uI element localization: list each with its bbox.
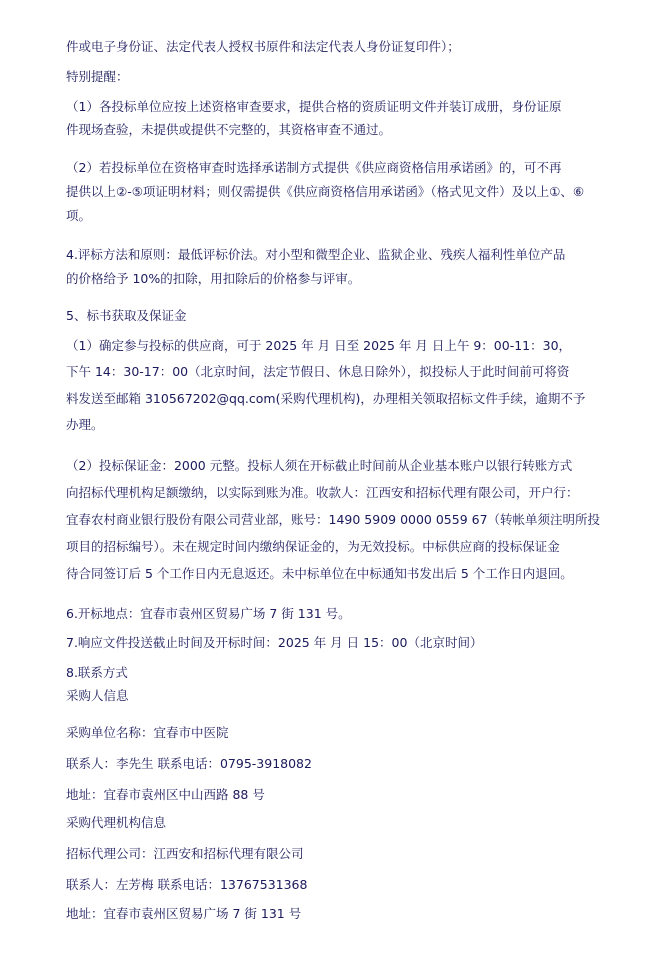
agency-name: 招标代理公司：江西安和招标代理有限公司 <box>66 846 304 861</box>
reminder-item1-line1: （1）各投标单位应按上述资格审查要求，提供合格的资质证明文件并装订成册，身份证原 <box>66 99 562 114</box>
agency-contact: 联系人：左芳梅 联系电话：13767531368 <box>66 877 308 892</box>
tender-item2-line2: 向招标代理机构足额缴纳，以实际到账为准。收款人：江西安和招标代理有限公司，开户行： <box>66 485 579 500</box>
tender-item1-line4: 办理。 <box>66 417 104 432</box>
evaluation-line1: 4.评标方法和原则：最低评标价法。对小型和微型企业、监狱企业、残疾人福利性单位产品 <box>66 247 566 262</box>
reminder-item1-line2: 件现场查验，未提供或提供不完整的，其资格审查不通过。 <box>66 122 392 137</box>
tender-item2-line3: 宜春农村商业银行股份有限公司营业部，账号：1490 5909 0000 0559 67（转帐单须注明所投 <box>66 512 601 527</box>
agency-address: 地址：宜春市袁州区贸易广场 7 街 131 号 <box>66 906 302 921</box>
contact-heading: 8.联系方式 <box>66 665 128 680</box>
evaluation-line2: 的价格给予 10%的扣除，用扣除后的价格参与评审。 <box>66 271 361 286</box>
tender-item2-line1: （2）投标保证金：2000 元整。投标人须在开标截止时间前从企业基本账户以银行转账方式 <box>66 458 573 473</box>
tender-item1-line3: 料发送至邮箱 310567202@qq.com(采购代理机构)，办理相关领取招标文件手续，逾期不予 <box>66 391 586 406</box>
tender-item2-line5: 待合同签订后 5 个工作日内无息返还。未中标单位在中标通知书发出后 5 个工作日内退回。 <box>66 566 573 581</box>
tender-item1-line2: 下午 14：30-17：00（北京时间，法定节假日、休息日除外），拟投标人于此时间前可将资 <box>66 364 570 379</box>
tender-docs-heading: 5、标书获取及保证金 <box>66 308 187 323</box>
special-reminder-heading: 特别提醒： <box>66 69 129 84</box>
submission-deadline: 7.响应文件投送截止时间及开标时间：2025 年 月 日 15：00（北京时间） <box>66 635 483 650</box>
reminder-item2-line2: 提供以上②-⑤项证明材料；则仅需提供《供应商资格信用承诺函》（格式见文件）及以上①、⑥ <box>66 184 585 199</box>
reminder-item2-line3: 项。 <box>66 208 92 223</box>
purchaser-info-heading: 采购人信息 <box>66 688 129 703</box>
reminder-item2-line1: （2）若投标单位在资格审查时选择承诺制方式提供《供应商资格信用承诺函》的，可不再 <box>66 160 562 175</box>
opening-location: 6.开标地点：宜春市袁州区贸易广场 7 街 131 号。 <box>66 606 351 621</box>
purchaser-address: 地址：宜春市袁州区中山西路 88 号 <box>66 787 265 802</box>
tender-item2-line4: 项目的招标编号）。未在规定时间内缴纳保证金的，为无效投标。中标供应商的投标保证金 <box>66 539 560 554</box>
tender-item1-line1: （1）确定参与投标的供应商，可于 2025 年 月 日至 2025 年 月 日上午 9：00-11：30， <box>66 338 572 353</box>
text-line-requirement-tail: 件或电子身份证、法定代表人授权书原件和法定代表人身份证复印件）； <box>66 39 460 54</box>
purchaser-name: 采购单位名称：宜春市中医院 <box>66 725 229 740</box>
agency-info-heading: 采购代理机构信息 <box>66 815 167 830</box>
purchaser-contact: 联系人：李先生 联系电话：0795-3918082 <box>66 756 312 771</box>
